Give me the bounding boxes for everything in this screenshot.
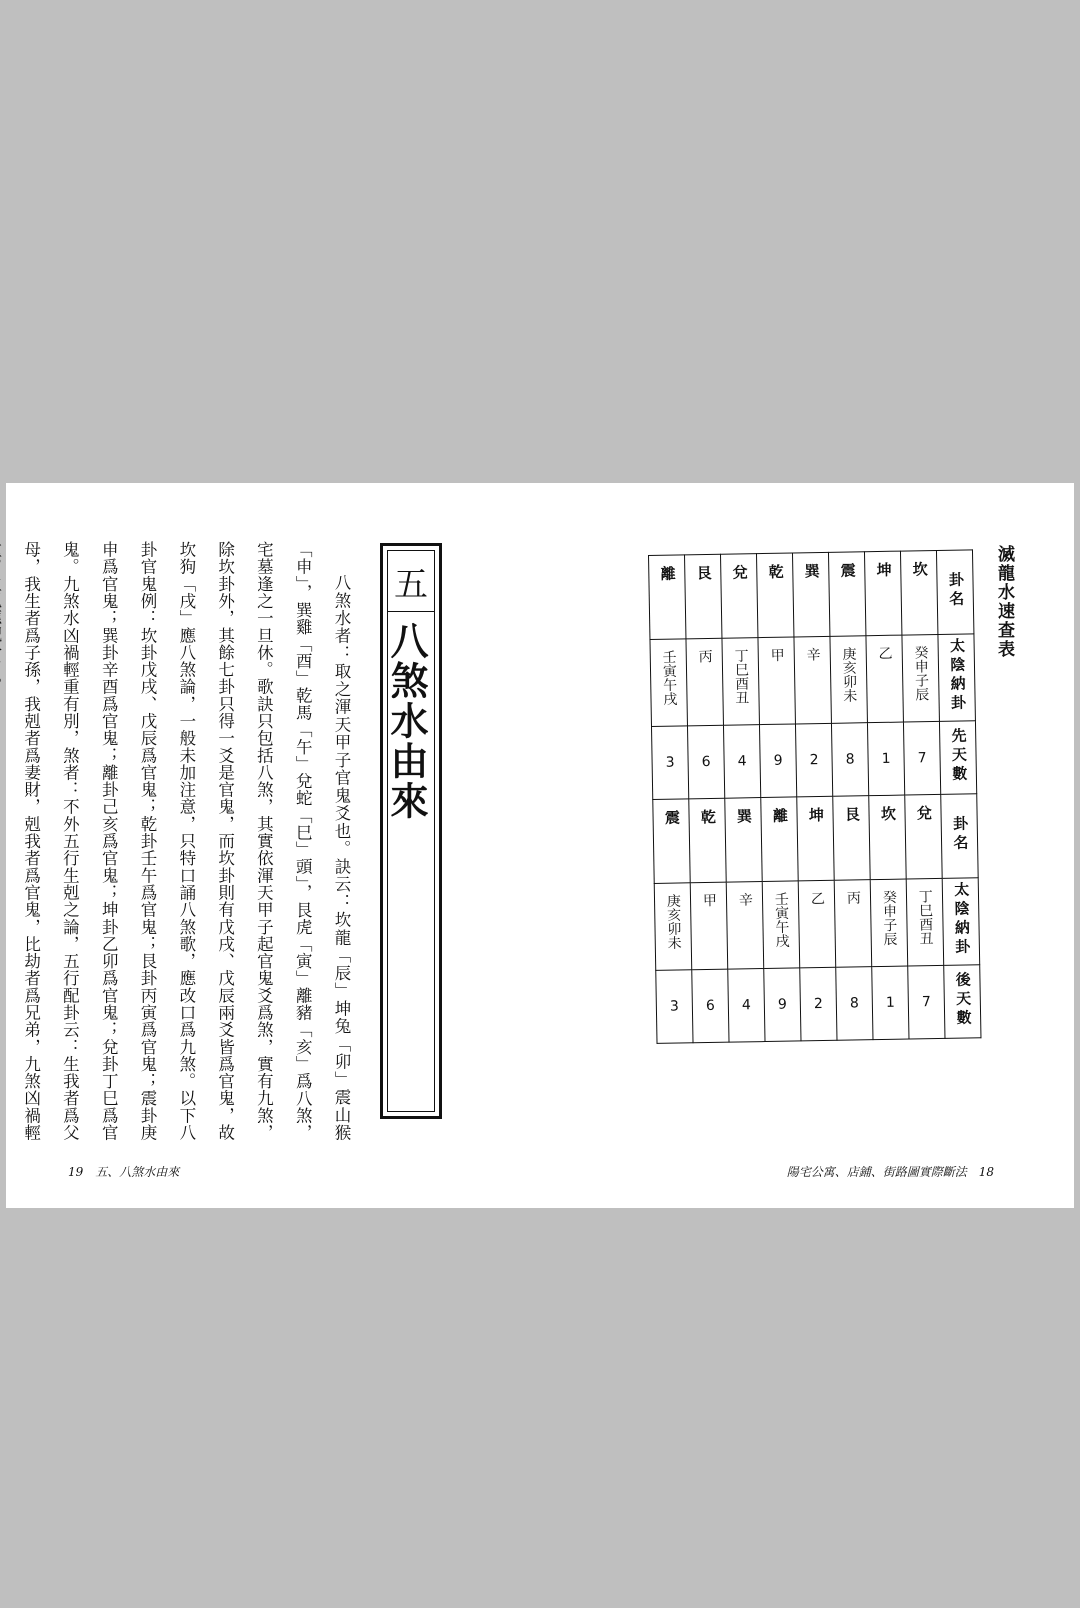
left-page-footer: 19 五、八煞水由來 — [68, 1165, 180, 1179]
table-cell: 丙 — [696, 648, 713, 664]
table-cell: 6 — [687, 725, 724, 799]
body-paragraph-1: 八煞水者：取之渾天甲子官鬼爻也。訣云：坎龍「辰」坤兔「卯」震山猴「申」，巽雞「酉」乾馬「午」兌蛇「巳」頭」，艮虎「寅」離豬「亥」爲八煞，宅墓逢之一旦休。歌訣只包括八煞，其實依渾天甲子起官鬼爻爲煞，實有九煞，除坎卦外，其餘七卦只得一爻是官鬼，而坎卦則有戊戌、戊辰兩爻皆爲官鬼，故坎狗「戌」應八煞論，一般未加注意，只特口誦八煞歌，應改口爲九煞。以下八卦官鬼例：坎卦戊戌、戊辰爲官鬼；乾卦壬午爲官鬼；艮卦丙寅爲官鬼；震卦庚申爲官鬼；巽卦辛酉爲官鬼；離卦己亥爲官鬼；坤卦乙卯爲官鬼；兌卦丁巳爲官鬼。九煞水凶禍輕重有別，煞者：不外五行生剋之論，五行配卦云：生我者爲父母，我生者爲子孫，我剋者爲妻財，剋我者爲官鬼，比劫者爲兄弟，九煞凶禍輕 — [21, 541, 351, 1141]
row-header: 卦名 — [946, 570, 966, 610]
table-cell: 6 — [692, 969, 729, 1043]
table-row — [650, 634, 975, 727]
table-cell: 乙 — [876, 645, 893, 661]
left-page — [6, 483, 540, 1208]
table-cell: 坤 — [806, 806, 826, 823]
table-cell: 2 — [795, 723, 832, 797]
table-cell: 1 — [867, 722, 904, 796]
row-header: 先天數 — [949, 726, 969, 785]
table-cell: 壬寅午戌 — [772, 891, 790, 948]
table-cell: 乾 — [698, 808, 718, 825]
book-spread — [6, 483, 1074, 1208]
table-cell: 坎 — [910, 561, 929, 577]
chapter-title-box — [380, 543, 442, 1119]
table-cell: 丁巳酉丑 — [916, 889, 934, 946]
table-row — [651, 721, 976, 800]
table-cell: 坤 — [874, 561, 893, 578]
table-row — [649, 550, 974, 640]
table-cell: 丁巳酉丑 — [732, 648, 750, 705]
table-cell: 癸申子辰 — [912, 645, 930, 702]
table-row — [654, 878, 979, 971]
table-cell: 艮 — [842, 806, 862, 822]
table-cell: 乾 — [766, 563, 785, 579]
table-cell: 1 — [872, 966, 909, 1040]
table-cell: 9 — [759, 724, 796, 798]
chapter-number: 五 — [388, 551, 434, 612]
table-cell: 4 — [723, 725, 760, 799]
table-cell: 坎 — [878, 805, 898, 822]
lookup-table — [648, 549, 981, 1044]
table-cell: 庚亥卯未 — [840, 646, 858, 703]
table-cell: 7 — [908, 965, 945, 1039]
table-cell: 8 — [836, 967, 873, 1041]
table-cell: 乙 — [808, 890, 825, 906]
table-cell: 艮 — [694, 564, 713, 581]
table-cell: 3 — [651, 726, 688, 800]
table-cell: 巽 — [802, 562, 821, 579]
row-header: 卦名 — [950, 814, 970, 854]
table-cell: 庚亥卯未 — [664, 893, 682, 950]
table-title: 滅龍水速查表 — [994, 545, 1014, 659]
table-cell: 丙 — [844, 890, 861, 905]
table-cell: 辛 — [736, 892, 753, 907]
table-cell: 3 — [656, 970, 693, 1044]
table-cell: 兌 — [914, 805, 934, 821]
table-row — [653, 794, 978, 884]
row-header: 後天數 — [953, 970, 973, 1029]
table-cell: 4 — [728, 969, 765, 1043]
table-cell: 甲 — [700, 892, 717, 908]
table-cell: 離 — [770, 807, 790, 823]
table-cell: 震 — [662, 809, 682, 825]
table-cell: 巽 — [734, 808, 754, 824]
table-cell: 壬寅午戌 — [660, 649, 678, 706]
table-cell: 9 — [764, 968, 801, 1042]
table-cell: 甲 — [768, 647, 785, 662]
table-cell: 癸申子辰 — [880, 889, 898, 946]
table-cell: 兌 — [730, 564, 749, 580]
table-cell: 震 — [838, 562, 857, 578]
table-cell: 辛 — [804, 647, 821, 662]
table-row — [656, 965, 981, 1044]
table-cell: 2 — [800, 967, 837, 1041]
row-header: 太陰納卦 — [952, 881, 972, 958]
right-page — [540, 483, 1074, 1208]
body-text — [21, 541, 360, 1141]
row-header: 太陰納卦 — [947, 637, 968, 714]
table-cell: 7 — [903, 721, 940, 795]
right-page-footer: 陽宅公寓、店鋪、街路圖實際斷法 18 — [786, 1165, 994, 1179]
table-cell: 8 — [831, 723, 868, 797]
table-cell: 離 — [658, 565, 677, 581]
chapter-title: 八煞水由來 — [384, 621, 429, 821]
